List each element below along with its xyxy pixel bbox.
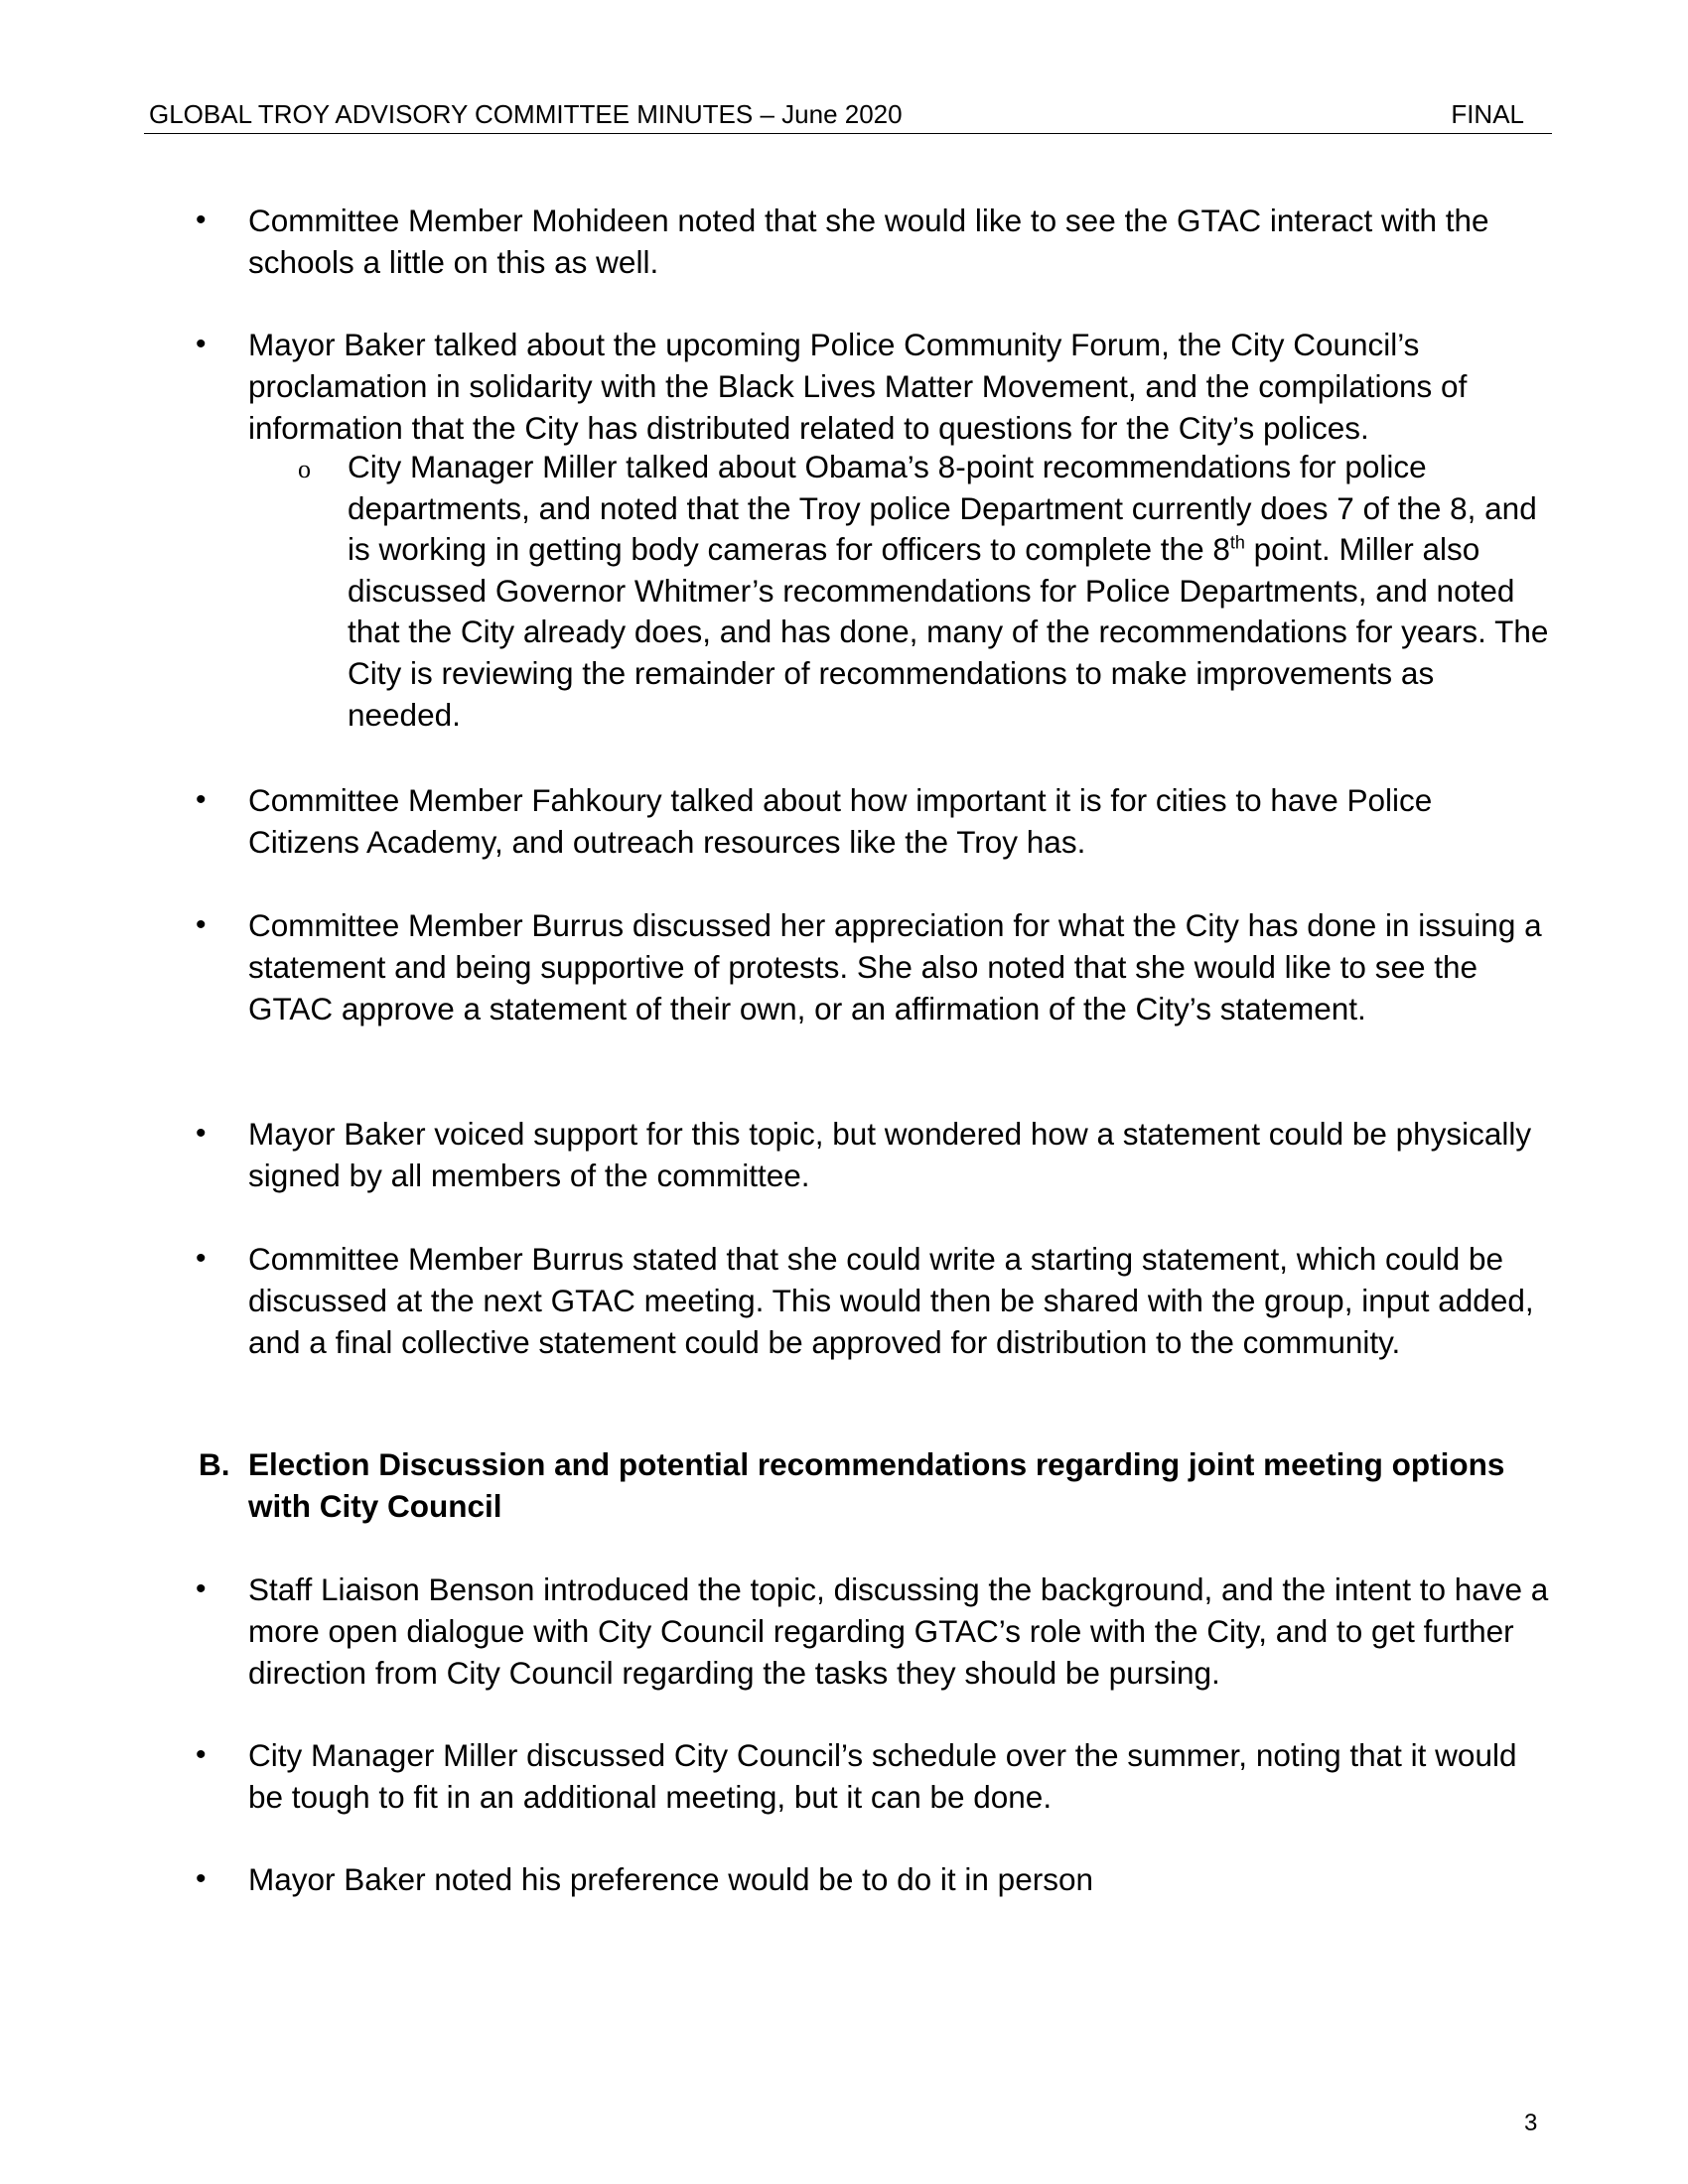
list-item: City Manager Miller discussed City Council’s schedule over the summer, noting that it would be tough to fit in an additional meeting, but it can be done. — [248, 1737, 1517, 1815]
header-title: GLOBAL TROY ADVISORY COMMITTEE MINUTES – June 2020 — [149, 99, 903, 129]
bullet-icon: • — [196, 908, 207, 941]
bullet-icon: • — [196, 1738, 207, 1771]
list-item: Committee Member Mohideen noted that she would like to see the GTAC interact with the schools a little on this as well. — [248, 203, 1489, 280]
bullet-icon: • — [196, 1242, 207, 1275]
list-item: Mayor Baker talked about the upcoming Police Community Forum, the City Council’s proclamation in solidarity with the Black Lives Matter Movement, and the compilations of information that the City has distributed related to questions for the City’s polices. — [248, 327, 1468, 446]
page-header — [144, 99, 1552, 134]
list-item: Committee Member Burrus discussed her appreciation for what the City has done in issuing a statement and being supportive of protests. She also noted that she would like to see the GTAC approve a statement of their own, or an affirmation of the City’s statement. — [248, 907, 1542, 1026]
list-item: Mayor Baker noted his preference would be to do it in person — [248, 1861, 1093, 1897]
sub-list-item — [348, 447, 1549, 736]
list-item: Mayor Baker voiced support for this topic, but wondered how a statement could be physically signed by all members of the committee. — [248, 1116, 1532, 1193]
bullet-icon: • — [196, 1862, 207, 1895]
section-letter: B. — [199, 1446, 230, 1482]
bullet-icon: • — [196, 1117, 207, 1150]
list-item: Staff Liaison Benson introduced the topic, discussing the background, and the intent to have a more open dialogue with City Council regarding GTAC’s role with the City, and to get further direction from City Council regarding the tasks they should be pursing. — [248, 1571, 1549, 1691]
list-item: Committee Member Burrus stated that she could write a starting statement, which could be discussed at the next GTAC meeting. This would then be shared with the group, input added, and a final collective statement could be approved for distribution to the community. — [248, 1241, 1534, 1360]
bullet-icon: • — [196, 1572, 207, 1605]
bullet-icon: • — [196, 328, 207, 360]
sub-item-text: City Manager Miller talked about Obama’s 8-point recommendations for police departments, and noted that the Troy police Department currently does 7 of the 8, and is working in getting body cameras for officers to complete the 8 — [348, 449, 1537, 568]
list-item: Committee Member Fahkoury talked about how important it is for cities to have Police Citizens Academy, and outreach resources like the Troy has. — [248, 782, 1433, 860]
bullet-icon: • — [196, 204, 207, 236]
section-heading: Election Discussion and potential recommendations regarding joint meeting options with City Council — [248, 1446, 1505, 1524]
sub-bullet-icon: o — [298, 455, 311, 483]
page-number: 3 — [1524, 2110, 1538, 2136]
bullet-icon: • — [196, 783, 207, 816]
superscript: th — [1229, 532, 1245, 553]
sub-item-text-cont: point. Miller also discussed Governor Whitmer’s recommendations for Police Departments, and noted that the City already does, and has done, many of the recommendations for years. The City is reviewing the remainder of recommendations to make improvements as needed. — [348, 531, 1549, 733]
header-status: FINAL — [1451, 99, 1524, 129]
